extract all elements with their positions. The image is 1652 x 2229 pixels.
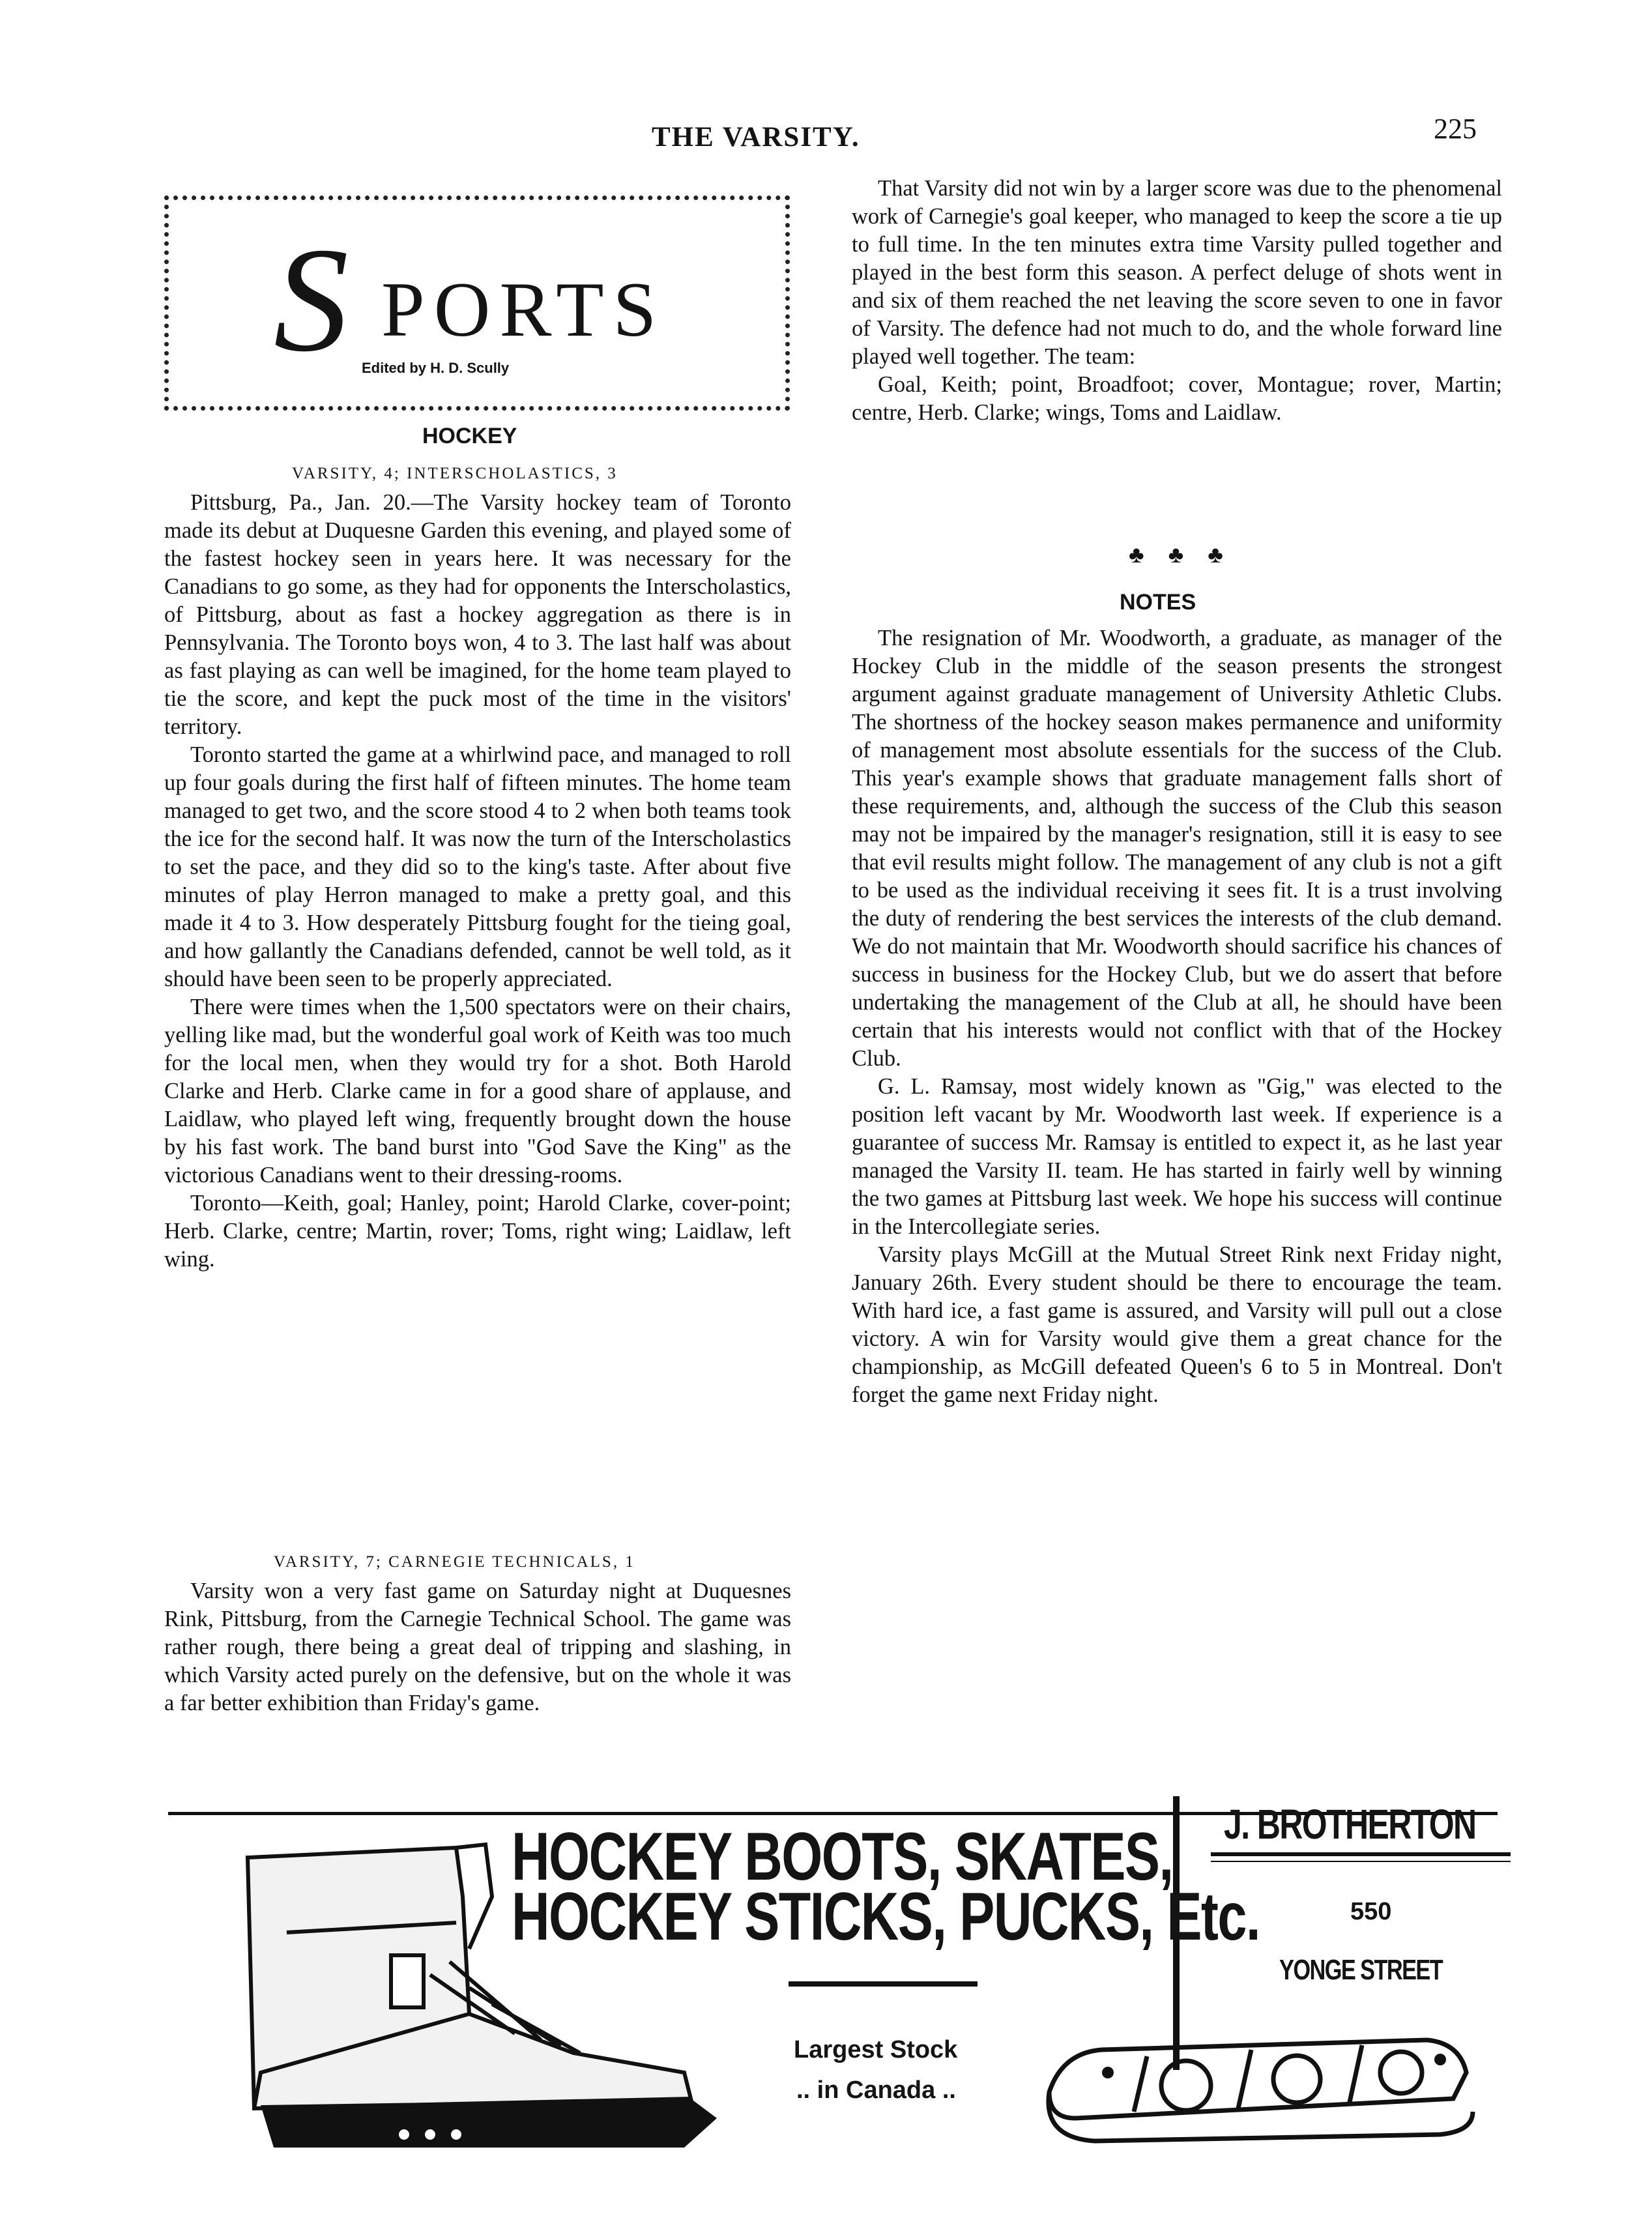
running-head: THE VARSITY. [652, 122, 860, 153]
ad-merchant-name: J. BROTHERTON [1224, 1801, 1476, 1848]
sports-initial-letter: S [274, 216, 349, 383]
article-paragraph: Goal, Keith; point, Broadfoot; cover, Montague; rover, Martin; centre, Herb. Clarke; wings, Toms and Laidlaw. [852, 372, 1502, 425]
ad-merchant-rule [1211, 1852, 1511, 1856]
article-paragraph: Varsity won a very fast game on Saturday night at Duquesnes Rink, Pittsburg, from the Carnegie Technical School. The game was rather rough, there being a great deal of tripping and slashing, in which Varsity acted purely on the defensive, but on the whole it was a far better exhibition than Friday's game. [164, 1579, 791, 1715]
ad-in-canada: .. in Canada .. [796, 2076, 956, 2104]
notes-heading: NOTES [1120, 590, 1196, 615]
ad-street-name: YONGE STREET [1279, 1954, 1443, 1986]
page-number: 225 [1434, 113, 1477, 145]
article-paragraph: Toronto started the game at a whirlwind pace, and managed to roll up four goals during the first half of fifteen minutes. The home team managed to get two, and the score stood 4 to 2 when both teams took the ice for the second half. It was now the turn of the Interscholastics to set the pace, and they did so to the king's taste. After about five minutes of play Herron managed to make a pretty goal, and this made it 4 to 3. How desperately Pittsburg fought for the tieing goal, and how gallantly the Canadians defended, cannot be well told, as it should have been seen to be properly appreciated. [164, 742, 791, 991]
article-paragraph: Toronto—Keith, goal; Hanley, point; Harold Clarke, cover-point; Herb. Clarke, centre; Martin, rover; Toms, right wing; Laidlaw, left wing. [164, 1191, 791, 1272]
hockey-report-carnegie [164, 1577, 791, 1717]
ad-merchant-rule-thin [1211, 1861, 1511, 1862]
notes-section [852, 624, 1502, 1409]
ad-headline-sticks-pucks: HOCKEY STICKS, PUCKS, Etc. [512, 1879, 1260, 1955]
club-ornament-separator: ♣ ♣ ♣ [1129, 542, 1232, 568]
article-paragraph: Pittsburg, Pa., Jan. 20.—The Varsity hockey team of Toronto made its debut at Duquesne Garden this evening, and played some of the fastest hockey seen in years here. It was necessary for the Canadians to go some, as they had for opponents the Interscholastics, of Pittsburg, about as fast a hockey aggregation as there is in Pennsylvania. The Toronto boys won, 4 to 3. The last half was about as fast playing as can well be imagined, for the home team played to tie the score, and kept the puck most of the time in the visitors' territory. [164, 490, 791, 739]
hockey-report-interscholastics [164, 489, 791, 1274]
article-paragraph: The resignation of Mr. Woodworth, a graduate, as manager of the Hockey Club in the middle of the season presents the strongest argument against graduate management of University Athletic Clubs. The shortness of the hockey season makes permanence and uniformity of management most absolute essentials for the success of the Club. This year's example shows that graduate management falls short of these requirements, and, although the success of the Club this season may not be impaired by the manager's resignation, still it is easy to see that evil results might follow. The management of any club is not a gift to be used as the individual receiving it sees fit. It is a trust involving the duty of rendering the best services the interests of the club demand. We do not maintain that Mr. Woodworth should sacrifice his chances of success in business for the Hockey Club, but we do assert that before undertaking the management of the Club at all, he should have been certain that his interests would not conflict with that of the Hockey Club. [852, 626, 1502, 1071]
sports-title-rest: PORTS [381, 266, 666, 353]
hockey-heading: HOCKEY [422, 424, 517, 448]
hockey-report-continued [852, 175, 1502, 427]
ad-headline-boots-skates: HOCKEY BOOTS, SKATES, [512, 1819, 1173, 1895]
article-paragraph: Varsity plays McGill at the Mutual Street Rink next Friday night, January 26th. Every student should be there to encourage the team. With hard ice, a fast game is assured, and Varsity will pull out a close victory. A win for Varsity would give them a great chance for the championship, as McGill defeated Queen's 6 to 5 in Montreal. Don't forget the game next Friday night. [852, 1242, 1502, 1407]
ad-street-number: 550 [1350, 1898, 1392, 1925]
skate-blade-illustration [1036, 2014, 1479, 2154]
article-paragraph: There were times when the 1,500 spectators were on their chairs, yelling like mad, but the wonderful goal work of Keith was too much for the local men, when they would try for a shot. Both Harold Clarke and Herb. Clarke came in for a good share of applause, and Laidlaw, who played left wing, frequently brought down the house by his fast work. The band burst into "God Save the King" as the victorious Canadians went to their dressing-rooms. [164, 995, 791, 1187]
sports-editor-credit: Edited by H. D. Scully [362, 360, 510, 376]
game-result-subhead-1: VARSITY, 4; INTERSCHOLASTICS, 3 [292, 465, 618, 482]
game-result-subhead-2: VARSITY, 7; CARNEGIE TECHNICALS, 1 [274, 1553, 635, 1571]
ad-largest-stock: Largest Stock [794, 2036, 958, 2063]
article-paragraph: G. L. Ramsay, most widely known as "Gig," was elected to the position left vacant by Mr. Woodworth last week. If experience is a guarantee of success Mr. Ramsay is entitled to expect it, as he last year managed the Varsity II. team. He has started in fairly well by winning the two games at Pittsburg last week. We hope his success will continue in the Intercollegiate series. [852, 1074, 1502, 1239]
ad-short-rule [789, 1981, 978, 1987]
article-paragraph: That Varsity did not win by a larger score was due to the phenomenal work of Carnegie's goal keeper, who managed to keep the score a tie up to full time. In the ten minutes extra time Varsity pulled together and played in the best form this season. A perfect deluge of shots went in and six of them reached the net leaving the score seven to one in favor of Varsity. The defence had not much to do, and the whole forward line played well together. The team: [852, 176, 1502, 369]
